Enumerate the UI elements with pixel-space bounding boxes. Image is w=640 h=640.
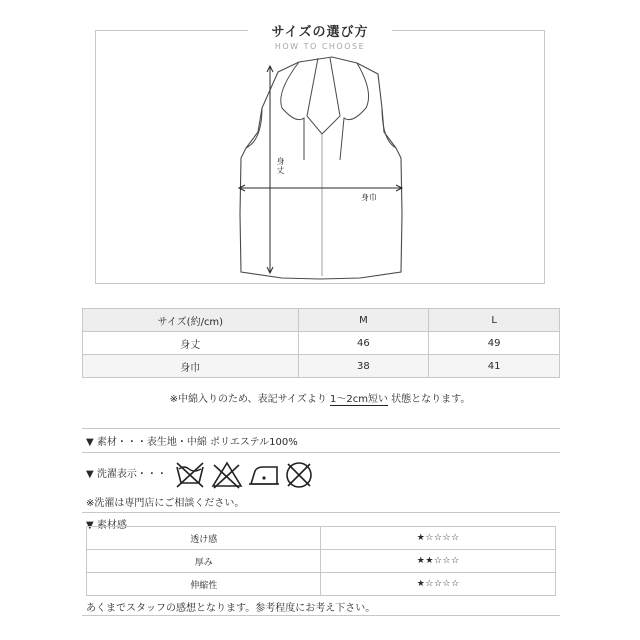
vest-illustration: [0, 0, 640, 300]
header-size: サイズ(約/cm): [83, 309, 299, 332]
vest-outline: [240, 57, 402, 279]
cell-value: 38: [298, 355, 429, 378]
cell-value: 41: [429, 355, 560, 378]
no-bleach-icon: [213, 463, 241, 488]
size-table: [82, 308, 560, 378]
no-wash-icon: [177, 463, 203, 487]
low-iron-icon: [249, 467, 279, 484]
diagram-subtitle: HOW TO CHOOSE: [274, 42, 366, 51]
table-row: [83, 332, 560, 355]
size-note: [0, 390, 640, 405]
table-row: [87, 550, 556, 573]
feel-stars: ★☆☆☆☆: [321, 527, 556, 550]
feel-heading: ▼ 素材感: [86, 520, 127, 531]
size-note-underline: 1〜2cm短い: [330, 394, 388, 405]
header-l: L: [429, 309, 560, 332]
divider: [82, 615, 560, 616]
size-note-before: ※中綿入りのため、表記サイズより: [169, 394, 330, 405]
size-table-header: [83, 309, 560, 332]
feel-note: あくまでスタッフの感想となります。参考程度にお考え下さい。: [86, 603, 376, 614]
care-icons: [175, 459, 315, 491]
feel-stars: ★★☆☆☆: [321, 550, 556, 573]
feel-label: 透け感: [87, 527, 321, 550]
header-m: M: [298, 309, 429, 332]
table-row: [87, 573, 556, 596]
care-note: ※洗濯は専門店にご相談ください。: [86, 498, 245, 509]
care-label: ▼ 洗濯表示・・・: [86, 469, 167, 480]
width-label: 身巾: [361, 193, 377, 202]
row-label: 身丈: [83, 332, 299, 355]
row-label: 身巾: [83, 355, 299, 378]
size-note-after: 状態となります。: [387, 394, 471, 405]
feel-label: 厚み: [87, 550, 321, 573]
feel-label: 伸縮性: [87, 573, 321, 596]
feel-stars: ★☆☆☆☆: [321, 573, 556, 596]
no-dry-clean-icon: [287, 463, 311, 487]
cell-value: 49: [429, 332, 560, 355]
divider: [82, 428, 560, 429]
diagram-title: サイズの選び方: [271, 25, 369, 40]
divider: [82, 452, 560, 453]
feel-table: [86, 526, 556, 596]
info-section: [82, 428, 560, 616]
length-label: 身丈: [276, 157, 285, 175]
table-row: [87, 527, 556, 550]
cell-value: 46: [298, 332, 429, 355]
table-row: [83, 355, 560, 378]
divider: [82, 512, 560, 513]
material-text: ▼ 素材・・・表生地・中綿 ポリエステル100%: [86, 437, 298, 448]
